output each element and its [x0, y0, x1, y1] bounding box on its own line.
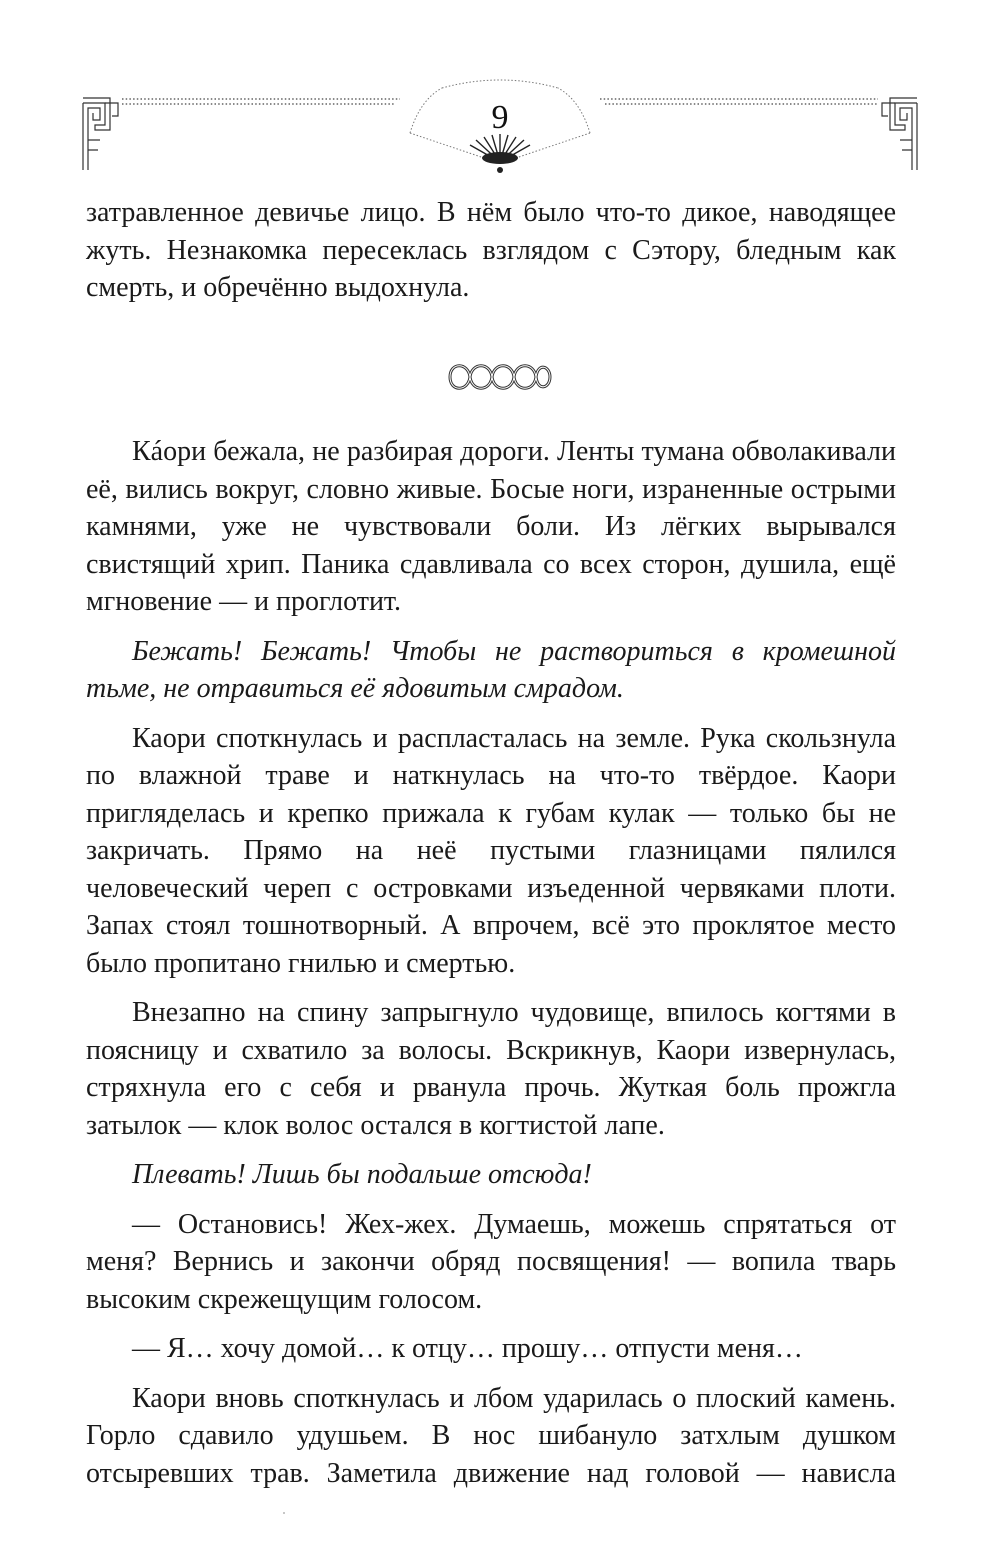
page-header	[0, 0, 1000, 190]
celtic-knot-divider-icon	[440, 352, 560, 402]
text-block-main	[86, 433, 896, 1492]
paragraph: Кáори бежала, не разбирая дороги. Ленты тумана обволакивали её, вились вокруг, словно живые. Босые ноги, израненные острыми камнями, уже не чувствовали боли. Из лёгких вырывался свистящий хрип. Паника сдавливала со всех сторон, душила, ещё мгновение — и проглотит.	[86, 436, 896, 617]
page-number: 9	[491, 99, 509, 136]
paragraph-italic: Плевать! Лишь бы подальше отсюда!	[132, 1159, 592, 1190]
ornamental-fan-header-icon	[0, 0, 1000, 190]
text-block-continuation	[86, 194, 896, 307]
paragraph-dialogue: — Остановись! Жех-жех. Думаешь, можешь спрятаться от меня? Вернись и закончи обряд посвящения! — вопила тварь высоким скрежещущим голосом.	[86, 1208, 896, 1315]
paragraph: затравленное девичье лицо. В нём было что-то дикое, наводящее жуть. Незнакомка пересеклась взглядом с Сэтору, бледным как смерть, и обречённо выдохнула.	[86, 197, 896, 303]
paragraph-dialogue: — Я… хочу домой… к отцу… прошу… отпусти меня…	[132, 1333, 803, 1364]
paragraph-italic: Бежать! Бежать! Чтобы не раствориться в кромешной тьме, не отравиться её ядовитым смрадом.	[86, 635, 896, 704]
paragraph: Каори вновь споткнулась и лбом ударилась о плоский камень. Горло сдавило удушьем. В нос шибануло затхлым душком отсыревших трав. Заметила движение над головой — нависла	[86, 1382, 896, 1489]
print-speck	[283, 1512, 285, 1514]
paragraph: Внезапно на спину запрыгнуло чудовище, впилось когтями в поясницу и схватило за волосы. Вскрикнув, Каори извернулась, стряхнула его с себя и рванула прочь. Жуткая боль прожгла затылок — клок волос остался в когтистой лапе.	[86, 997, 896, 1141]
paragraph: Каори споткнулась и распласталась на земле. Рука скользнула по влажной траве и наткнулась на что-то твёрдое. Каори пригляделась и крепко прижала к губам кулак — только бы не закричать. Прямо на неё пустыми глазницами пялился человеческий череп с островками изъеденной червяками плоти. Запах стоял тошнотворный. А впрочем, всё это проклятое место было пропитано гнилью и смертью.	[86, 722, 896, 979]
